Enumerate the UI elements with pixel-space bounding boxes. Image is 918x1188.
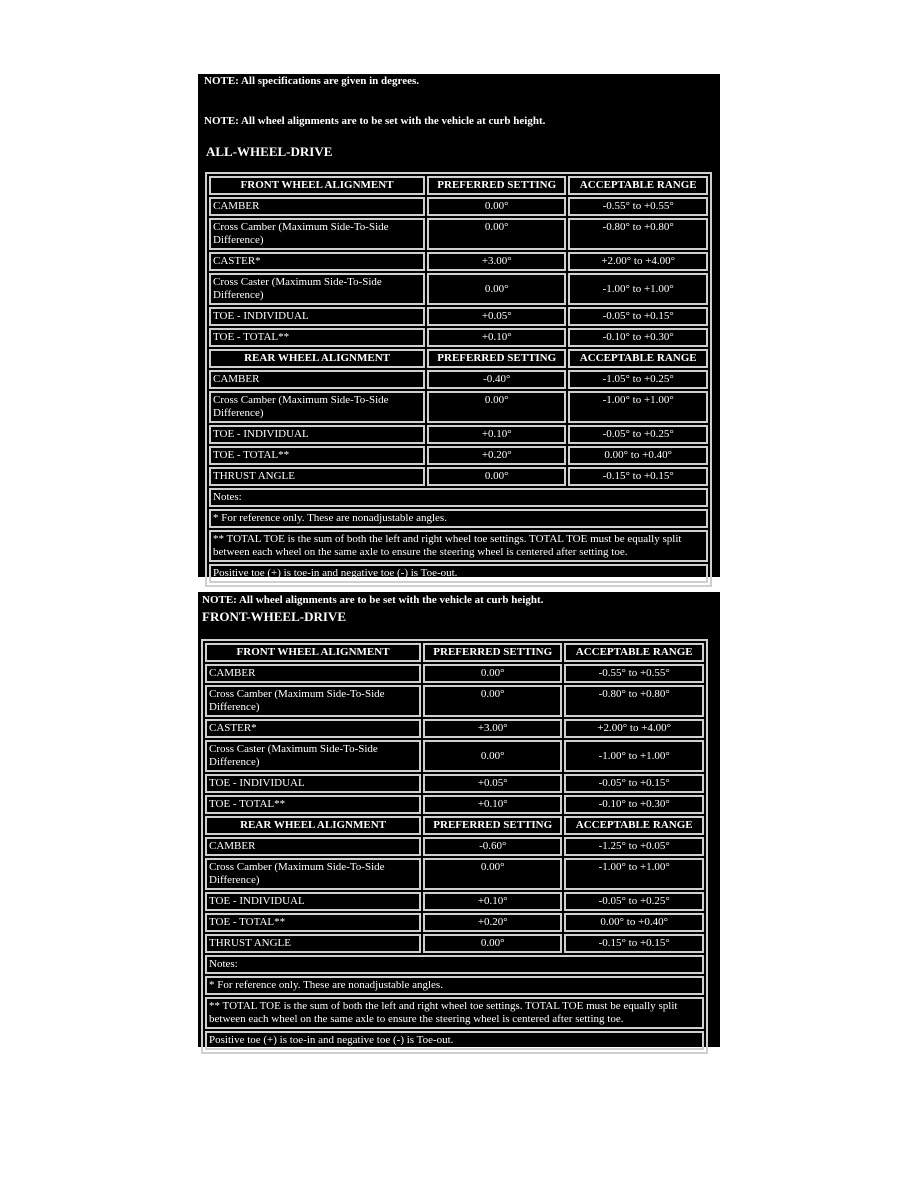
notes-row — [209, 509, 708, 528]
table-row — [209, 446, 708, 465]
acceptable-range: -1.00° to +1.00° — [568, 273, 708, 305]
row-label: CAMBER — [209, 370, 425, 389]
acceptable-range: -0.10° to +0.30° — [568, 328, 708, 347]
row-label: TOE - INDIVIDUAL — [209, 307, 425, 326]
table-row — [205, 740, 704, 772]
awd-note-curb-height: NOTE: All wheel alignments are to be set with the vehicle at curb height. — [204, 115, 546, 127]
row-label: TOE - TOTAL** — [205, 913, 421, 932]
table-row — [209, 328, 708, 347]
column-header: PREFERRED SETTING — [423, 643, 562, 662]
column-header: ACCEPTABLE RANGE — [564, 816, 704, 835]
row-label: TOE - INDIVIDUAL — [209, 425, 425, 444]
fwd-note-curb-height: NOTE: All wheel alignments are to be set with the vehicle at curb height. — [202, 594, 544, 606]
row-label: CAMBER — [205, 664, 421, 683]
row-label: TOE - TOTAL** — [205, 795, 421, 814]
column-header: ACCEPTABLE RANGE — [564, 643, 704, 662]
preferred-setting: +3.00° — [427, 252, 566, 271]
acceptable-range: -0.05° to +0.15° — [568, 307, 708, 326]
acceptable-range: +2.00° to +4.00° — [564, 719, 704, 738]
acceptable-range: -0.55° to +0.55° — [568, 197, 708, 216]
acceptable-range: -1.00° to +1.00° — [564, 740, 704, 772]
column-header: ACCEPTABLE RANGE — [568, 349, 708, 368]
notes-row — [205, 955, 704, 974]
table-row — [205, 685, 704, 717]
column-header: FRONT WHEEL ALIGNMENT — [205, 643, 421, 662]
table-row — [205, 913, 704, 932]
row-label: Cross Caster (Maximum Side-To-Side Difference) — [205, 740, 421, 772]
footnote-reference: * For reference only. These are nonadjustable angles. — [209, 509, 708, 528]
acceptable-range: -1.00° to +1.00° — [564, 858, 704, 890]
acceptable-range: -0.05° to +0.15° — [564, 774, 704, 793]
preferred-setting: +0.10° — [423, 795, 562, 814]
preferred-setting: 0.00° — [423, 740, 562, 772]
awd-alignment-table — [205, 172, 712, 587]
acceptable-range: -0.15° to +0.15° — [568, 467, 708, 486]
row-label: THRUST ANGLE — [205, 934, 421, 953]
acceptable-range: -0.55° to +0.55° — [564, 664, 704, 683]
awd-note-degrees: NOTE: All specifications are given in degrees. — [204, 75, 419, 87]
preferred-setting: +0.10° — [423, 892, 562, 911]
row-label: TOE - INDIVIDUAL — [205, 774, 421, 793]
table-row — [209, 391, 708, 423]
table-row — [205, 795, 704, 814]
row-label: Cross Camber (Maximum Side-To-Side Difference) — [205, 685, 421, 717]
table-header-row — [209, 176, 708, 195]
table-header-row — [209, 349, 708, 368]
preferred-setting: 0.00° — [427, 197, 566, 216]
table-row — [205, 858, 704, 890]
preferred-setting: 0.00° — [427, 218, 566, 250]
acceptable-range: -0.80° to +0.80° — [564, 685, 704, 717]
column-header: PREFERRED SETTING — [427, 176, 566, 195]
preferred-setting: -0.40° — [427, 370, 566, 389]
acceptable-range: -0.05° to +0.25° — [564, 892, 704, 911]
notes-title: Notes: — [205, 955, 704, 974]
column-header: REAR WHEEL ALIGNMENT — [205, 816, 421, 835]
row-label: CASTER* — [205, 719, 421, 738]
awd-spec-panel — [198, 74, 720, 577]
notes-row — [209, 488, 708, 507]
notes-title: Notes: — [209, 488, 708, 507]
column-header: PREFERRED SETTING — [423, 816, 562, 835]
preferred-setting: +0.20° — [427, 446, 566, 465]
acceptable-range: -1.25° to +0.05° — [564, 837, 704, 856]
table-row — [209, 307, 708, 326]
table-row — [205, 934, 704, 953]
column-header: REAR WHEEL ALIGNMENT — [209, 349, 425, 368]
fwd-spec-panel — [198, 592, 720, 1047]
preferred-setting: 0.00° — [423, 934, 562, 953]
acceptable-range: -1.05° to +0.25° — [568, 370, 708, 389]
notes-row — [205, 976, 704, 995]
preferred-setting: +0.05° — [423, 774, 562, 793]
acceptable-range: -0.10° to +0.30° — [564, 795, 704, 814]
table-row — [209, 197, 708, 216]
preferred-setting: 0.00° — [427, 273, 566, 305]
preferred-setting: +0.20° — [423, 913, 562, 932]
preferred-setting: +0.10° — [427, 425, 566, 444]
footnote-total-toe: ** TOTAL TOE is the sum of both the left and right wheel toe settings. TOTAL TOE must be equally split between each wheel on the same axle to ensure the steering wheel is centered after setting toe. — [205, 997, 704, 1029]
preferred-setting: 0.00° — [423, 858, 562, 890]
footnote-toe-direction: Positive toe (+) is toe-in and negative toe (-) is Toe-out. — [205, 1031, 704, 1050]
footnote-total-toe: ** TOTAL TOE is the sum of both the left and right wheel toe settings. TOTAL TOE must be equally split between each wheel on the same axle to ensure the steering wheel is centered after setting toe. — [209, 530, 708, 562]
table-row — [205, 892, 704, 911]
column-header: FRONT WHEEL ALIGNMENT — [209, 176, 425, 195]
preferred-setting: +0.05° — [427, 307, 566, 326]
row-label: Cross Camber (Maximum Side-To-Side Difference) — [205, 858, 421, 890]
preferred-setting: 0.00° — [427, 467, 566, 486]
acceptable-range: 0.00° to +0.40° — [564, 913, 704, 932]
column-header: ACCEPTABLE RANGE — [568, 176, 708, 195]
table-row — [209, 218, 708, 250]
row-label: Cross Caster (Maximum Side-To-Side Difference) — [209, 273, 425, 305]
preferred-setting: 0.00° — [423, 664, 562, 683]
row-label: TOE - INDIVIDUAL — [205, 892, 421, 911]
preferred-setting: -0.60° — [423, 837, 562, 856]
preferred-setting: 0.00° — [427, 391, 566, 423]
preferred-setting: 0.00° — [423, 685, 562, 717]
row-label: CAMBER — [205, 837, 421, 856]
footnote-toe-direction: Positive toe (+) is toe-in and negative toe (-) is Toe-out. — [209, 564, 708, 583]
awd-heading: ALL-WHEEL-DRIVE — [206, 144, 333, 159]
acceptable-range: -0.15° to +0.15° — [564, 934, 704, 953]
table-row — [209, 425, 708, 444]
notes-row — [205, 1031, 704, 1050]
row-label: CAMBER — [209, 197, 425, 216]
row-label: Cross Camber (Maximum Side-To-Side Difference) — [209, 391, 425, 423]
acceptable-range: -0.80° to +0.80° — [568, 218, 708, 250]
notes-row — [205, 997, 704, 1029]
row-label: TOE - TOTAL** — [209, 446, 425, 465]
row-label: TOE - TOTAL** — [209, 328, 425, 347]
fwd-alignment-table — [201, 639, 708, 1054]
acceptable-range: -1.00° to +1.00° — [568, 391, 708, 423]
preferred-setting: +3.00° — [423, 719, 562, 738]
acceptable-range: -0.05° to +0.25° — [568, 425, 708, 444]
table-row — [205, 664, 704, 683]
table-header-row — [205, 643, 704, 662]
table-row — [209, 273, 708, 305]
acceptable-range: +2.00° to +4.00° — [568, 252, 708, 271]
notes-row — [209, 530, 708, 562]
fwd-heading: FRONT-WHEEL-DRIVE — [202, 609, 346, 624]
table-row — [209, 467, 708, 486]
table-header-row — [205, 816, 704, 835]
row-label: Cross Camber (Maximum Side-To-Side Difference) — [209, 218, 425, 250]
row-label: CASTER* — [209, 252, 425, 271]
row-label: THRUST ANGLE — [209, 467, 425, 486]
footnote-reference: * For reference only. These are nonadjustable angles. — [205, 976, 704, 995]
notes-row — [209, 564, 708, 583]
column-header: PREFERRED SETTING — [427, 349, 566, 368]
preferred-setting: +0.10° — [427, 328, 566, 347]
table-row — [209, 370, 708, 389]
table-row — [205, 719, 704, 738]
table-row — [205, 837, 704, 856]
acceptable-range: 0.00° to +0.40° — [568, 446, 708, 465]
table-row — [205, 774, 704, 793]
table-row — [209, 252, 708, 271]
